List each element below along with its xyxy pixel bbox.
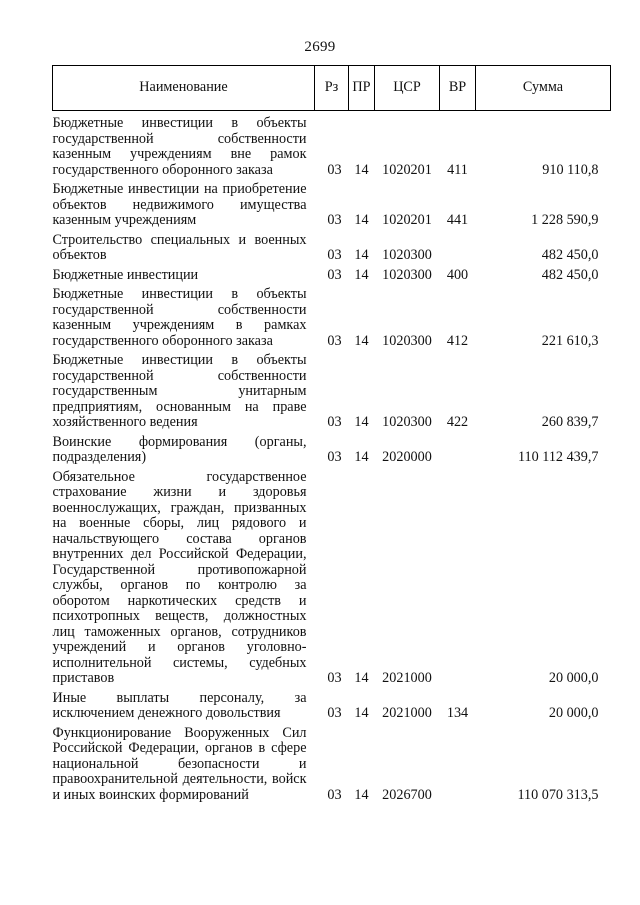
row-vr: 441 xyxy=(446,212,469,228)
row-sum: 260 839,7 xyxy=(541,414,599,430)
row-pr: 14 xyxy=(354,212,369,228)
row-name: Иные выплаты персоналу, за исключением денежного довольствия xyxy=(52,689,307,721)
row-csr: 1020300 xyxy=(382,266,432,283)
row-pr: 14 xyxy=(354,266,369,283)
row-rz: 03 xyxy=(327,449,342,465)
table-row xyxy=(53,111,611,183)
row-sum: 20 000,0 xyxy=(548,705,599,721)
row-name: Бюджетные инвестиции в объекты государственной собственности казенным учреждениям вне рамок государственного оборонного заказа xyxy=(52,115,307,178)
row-csr: 2021000 xyxy=(382,705,432,721)
row-vr: 400 xyxy=(446,266,469,283)
row-vr: 411 xyxy=(447,161,468,178)
table-row xyxy=(53,287,611,353)
row-name: Бюджетные инвестиции xyxy=(52,266,199,283)
budget-table xyxy=(52,65,611,807)
row-name: Обязательное государственное страхование жизни и здоровья военнослужащих, граждан, призванных на военные сборы, лиц рядового и начальствующего состава органов внутренних дел Российской Федерации, Государственной противопожарной службы, органов по контролю за оборотом наркотических средств и психотропных веществ, должностных лиц таможенных органов, сотрудников учреждений и органов уголовно-исполнительной системы, судебных приставов xyxy=(52,468,307,686)
header-vr: ВР xyxy=(440,66,476,111)
row-sum: 1 228 590,9 xyxy=(531,212,599,228)
row-rz: 03 xyxy=(327,161,342,178)
row-pr: 14 xyxy=(354,161,369,178)
row-vr xyxy=(440,233,476,268)
row-csr: 2026700 xyxy=(382,786,432,803)
row-sum: 20 000,0 xyxy=(548,670,599,686)
row-pr: 14 xyxy=(354,705,369,721)
row-vr: 412 xyxy=(446,332,469,349)
table-row xyxy=(53,726,611,808)
row-rz: 03 xyxy=(327,705,342,721)
table-header xyxy=(53,66,611,111)
row-csr: 1020300 xyxy=(382,247,432,263)
row-csr: 2020000 xyxy=(382,449,432,465)
row-vr xyxy=(440,726,476,808)
row-name: Бюджетные инвестиции в объекты государственной собственности государственным унитарным предприятиям, основанным на праве хозяйственного ведения xyxy=(52,352,307,430)
row-name: Воинские формирования (органы, подразделения) xyxy=(52,433,307,465)
row-name: Бюджетные инвестиции в объекты государственной собственности казенным учреждениям в рамках государственного оборонного заказа xyxy=(52,286,307,349)
row-sum: 221 610,3 xyxy=(541,332,599,349)
table-row xyxy=(53,470,611,691)
row-pr: 14 xyxy=(354,449,369,465)
header-sum: Сумма xyxy=(476,66,611,111)
row-pr: 14 xyxy=(354,247,369,263)
row-pr: 14 xyxy=(354,786,369,803)
row-csr: 1020201 xyxy=(382,212,432,228)
row-vr: 422 xyxy=(446,414,469,430)
table-row xyxy=(53,435,611,470)
header-pr: ПР xyxy=(349,66,375,111)
table-row xyxy=(53,353,611,435)
row-rz: 03 xyxy=(327,414,342,430)
row-vr: 134 xyxy=(446,705,469,721)
row-sum: 110 112 439,7 xyxy=(517,449,599,465)
row-sum: 482 450,0 xyxy=(541,266,599,283)
row-rz: 03 xyxy=(327,670,342,686)
row-csr: 1020300 xyxy=(382,414,432,430)
row-sum: 110 070 313,5 xyxy=(517,786,599,803)
row-rz: 03 xyxy=(327,247,342,263)
row-sum: 910 110,8 xyxy=(542,161,599,178)
table-row xyxy=(53,268,611,288)
row-vr xyxy=(440,470,476,691)
table-row xyxy=(53,233,611,268)
row-rz: 03 xyxy=(327,786,342,803)
header-csr: ЦСР xyxy=(375,66,440,111)
row-csr: 1020201 xyxy=(382,161,432,178)
header-rz: Рз xyxy=(315,66,349,111)
row-pr: 14 xyxy=(354,670,369,686)
row-rz: 03 xyxy=(327,332,342,349)
row-vr xyxy=(440,435,476,470)
header-name: Наименование xyxy=(53,66,315,111)
table-row xyxy=(53,182,611,233)
row-csr: 2021000 xyxy=(382,670,432,686)
row-name: Бюджетные инвестиции на приобретение объектов недвижимого имущества казенным учреждениям xyxy=(52,181,307,228)
page-number: 2699 xyxy=(304,39,336,55)
row-name: Функционирование Вооруженных Сил Российской Федерации, органов в сфере национальной безопасности и правоохранительной деятельности, войск и иных воинских формирований xyxy=(52,724,307,803)
row-rz: 03 xyxy=(327,266,342,283)
row-csr: 1020300 xyxy=(382,332,432,349)
row-name: Строительство специальных и военных объектов xyxy=(52,231,307,263)
row-rz: 03 xyxy=(327,212,342,228)
row-pr: 14 xyxy=(354,332,369,349)
row-pr: 14 xyxy=(354,414,369,430)
table-row xyxy=(53,691,611,726)
row-sum: 482 450,0 xyxy=(541,247,599,263)
table-body xyxy=(53,111,611,808)
